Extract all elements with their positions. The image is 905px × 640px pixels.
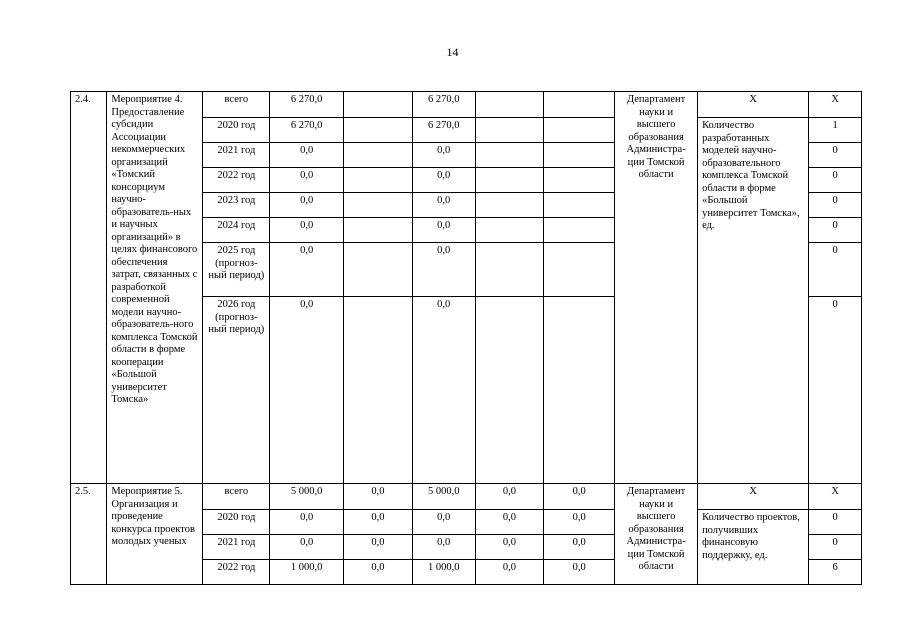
budget-cell <box>475 118 544 143</box>
year-cell: 2024 год <box>203 218 270 243</box>
budget-cell: 0,0 <box>412 510 475 535</box>
budget-cell <box>544 143 615 168</box>
year-cell: всего <box>203 484 270 510</box>
total-cell: 1 000,0 <box>270 560 344 585</box>
budget-cell: 0,0 <box>412 297 475 484</box>
budget-cell <box>475 92 544 118</box>
indicator-value-cell: 0 <box>809 168 862 193</box>
budget-cell <box>344 143 413 168</box>
indicator-value-cell: Х <box>809 92 862 118</box>
budget-cell <box>544 92 615 118</box>
budget-cell: 6 270,0 <box>412 118 475 143</box>
budget-cell <box>475 143 544 168</box>
budget-cell <box>344 118 413 143</box>
row-number: 2.5. <box>71 484 107 585</box>
indicator-label-cell: Х <box>698 92 809 118</box>
budget-cell <box>344 168 413 193</box>
table-row <box>71 484 862 510</box>
budget-cell <box>544 297 615 484</box>
indicator-text-cell: Количество разработанных моделей научно-образовательного комплекса Томской области в форме «Большой университет Томска», ед. <box>698 118 809 484</box>
total-cell: 5 000,0 <box>270 484 344 510</box>
year-cell: 2020 год <box>203 510 270 535</box>
budget-cell: 0,0 <box>475 484 544 510</box>
indicator-text-cell: Количество проектов, получивших финансовую поддержку, ед. <box>698 510 809 585</box>
budget-cell: 0,0 <box>344 535 413 560</box>
total-cell: 0,0 <box>270 535 344 560</box>
budget-cell <box>475 168 544 193</box>
budget-cell: 0,0 <box>344 560 413 585</box>
budget-cell: 0,0 <box>544 560 615 585</box>
measure-title: Мероприятие 5. Организация и проведение конкурса проектов молодых ученых <box>107 484 203 585</box>
total-cell: 0,0 <box>270 193 344 218</box>
budget-cell: 0,0 <box>475 510 544 535</box>
year-cell: 2021 год <box>203 143 270 168</box>
budget-cell <box>544 118 615 143</box>
total-cell: 0,0 <box>270 218 344 243</box>
budget-cell: 1 000,0 <box>412 560 475 585</box>
department-cell: Департамент науки и высшего образования Администра-ции Томской области <box>615 484 698 585</box>
budget-cell <box>544 168 615 193</box>
budget-cell: 0,0 <box>412 168 475 193</box>
row-number: 2.4. <box>71 92 107 484</box>
total-cell: 0,0 <box>270 168 344 193</box>
year-cell: 2023 год <box>203 193 270 218</box>
year-cell: 2022 год <box>203 168 270 193</box>
year-cell: 2020 год <box>203 118 270 143</box>
indicator-value-cell: 0 <box>809 218 862 243</box>
budget-cell <box>475 218 544 243</box>
budget-cell <box>544 193 615 218</box>
indicator-label-cell: Х <box>698 484 809 510</box>
budget-cell: 0,0 <box>412 143 475 168</box>
budget-cell: 0,0 <box>475 560 544 585</box>
indicator-value-cell: 0 <box>809 193 862 218</box>
budget-cell <box>544 243 615 297</box>
year-cell: 2025 год (прогноз-ный период) <box>203 243 270 297</box>
budget-cell: 0,0 <box>412 535 475 560</box>
budget-cell <box>475 243 544 297</box>
year-cell: 2021 год <box>203 535 270 560</box>
total-cell: 6 270,0 <box>270 118 344 143</box>
page-number: 14 <box>446 45 459 59</box>
budget-cell <box>344 92 413 118</box>
department-cell: Департамент науки и высшего образования Администра-ции Томской области <box>615 92 698 484</box>
year-cell: всего <box>203 92 270 118</box>
budget-cell <box>475 297 544 484</box>
indicator-value-cell: 6 <box>809 560 862 585</box>
indicator-value-cell: 1 <box>809 118 862 143</box>
budget-cell: 0,0 <box>544 535 615 560</box>
indicator-value-cell: 0 <box>809 143 862 168</box>
program-table <box>70 91 862 585</box>
budget-cell: 0,0 <box>475 535 544 560</box>
budget-cell: 0,0 <box>344 510 413 535</box>
indicator-value-cell: 0 <box>809 243 862 297</box>
indicator-value-cell: 0 <box>809 535 862 560</box>
budget-cell: 6 270,0 <box>412 92 475 118</box>
budget-cell <box>475 193 544 218</box>
total-cell: 0,0 <box>270 510 344 535</box>
year-cell: 2026 год (прогноз-ный период) <box>203 297 270 484</box>
budget-cell: 0,0 <box>544 484 615 510</box>
budget-cell: 5 000,0 <box>412 484 475 510</box>
budget-cell <box>544 218 615 243</box>
table-row <box>71 92 862 118</box>
total-cell: 0,0 <box>270 297 344 484</box>
total-cell: 6 270,0 <box>270 92 344 118</box>
budget-cell <box>344 218 413 243</box>
total-cell: 0,0 <box>270 243 344 297</box>
budget-cell: 0,0 <box>412 218 475 243</box>
indicator-value-cell: 0 <box>809 510 862 535</box>
budget-cell: 0,0 <box>544 510 615 535</box>
budget-cell <box>344 297 413 484</box>
indicator-value-cell: Х <box>809 484 862 510</box>
indicator-value-cell: 0 <box>809 297 862 484</box>
budget-cell <box>344 193 413 218</box>
budget-cell: 0,0 <box>344 484 413 510</box>
budget-cell: 0,0 <box>412 193 475 218</box>
total-cell: 0,0 <box>270 143 344 168</box>
measure-title: Мероприятие 4. Предоставление субсидии Ассоциации некоммерческих организаций «Томский консорциум научно-образователь-ных и научных организаций» в целях финансового обеспечения затрат, связанных с разработкой современной модели научно-образователь-ного комплекса Томской области в форме кооперации «Большой университет Томска» <box>107 92 203 484</box>
year-cell: 2022 год <box>203 560 270 585</box>
budget-cell: 0,0 <box>412 243 475 297</box>
budget-cell <box>344 243 413 297</box>
